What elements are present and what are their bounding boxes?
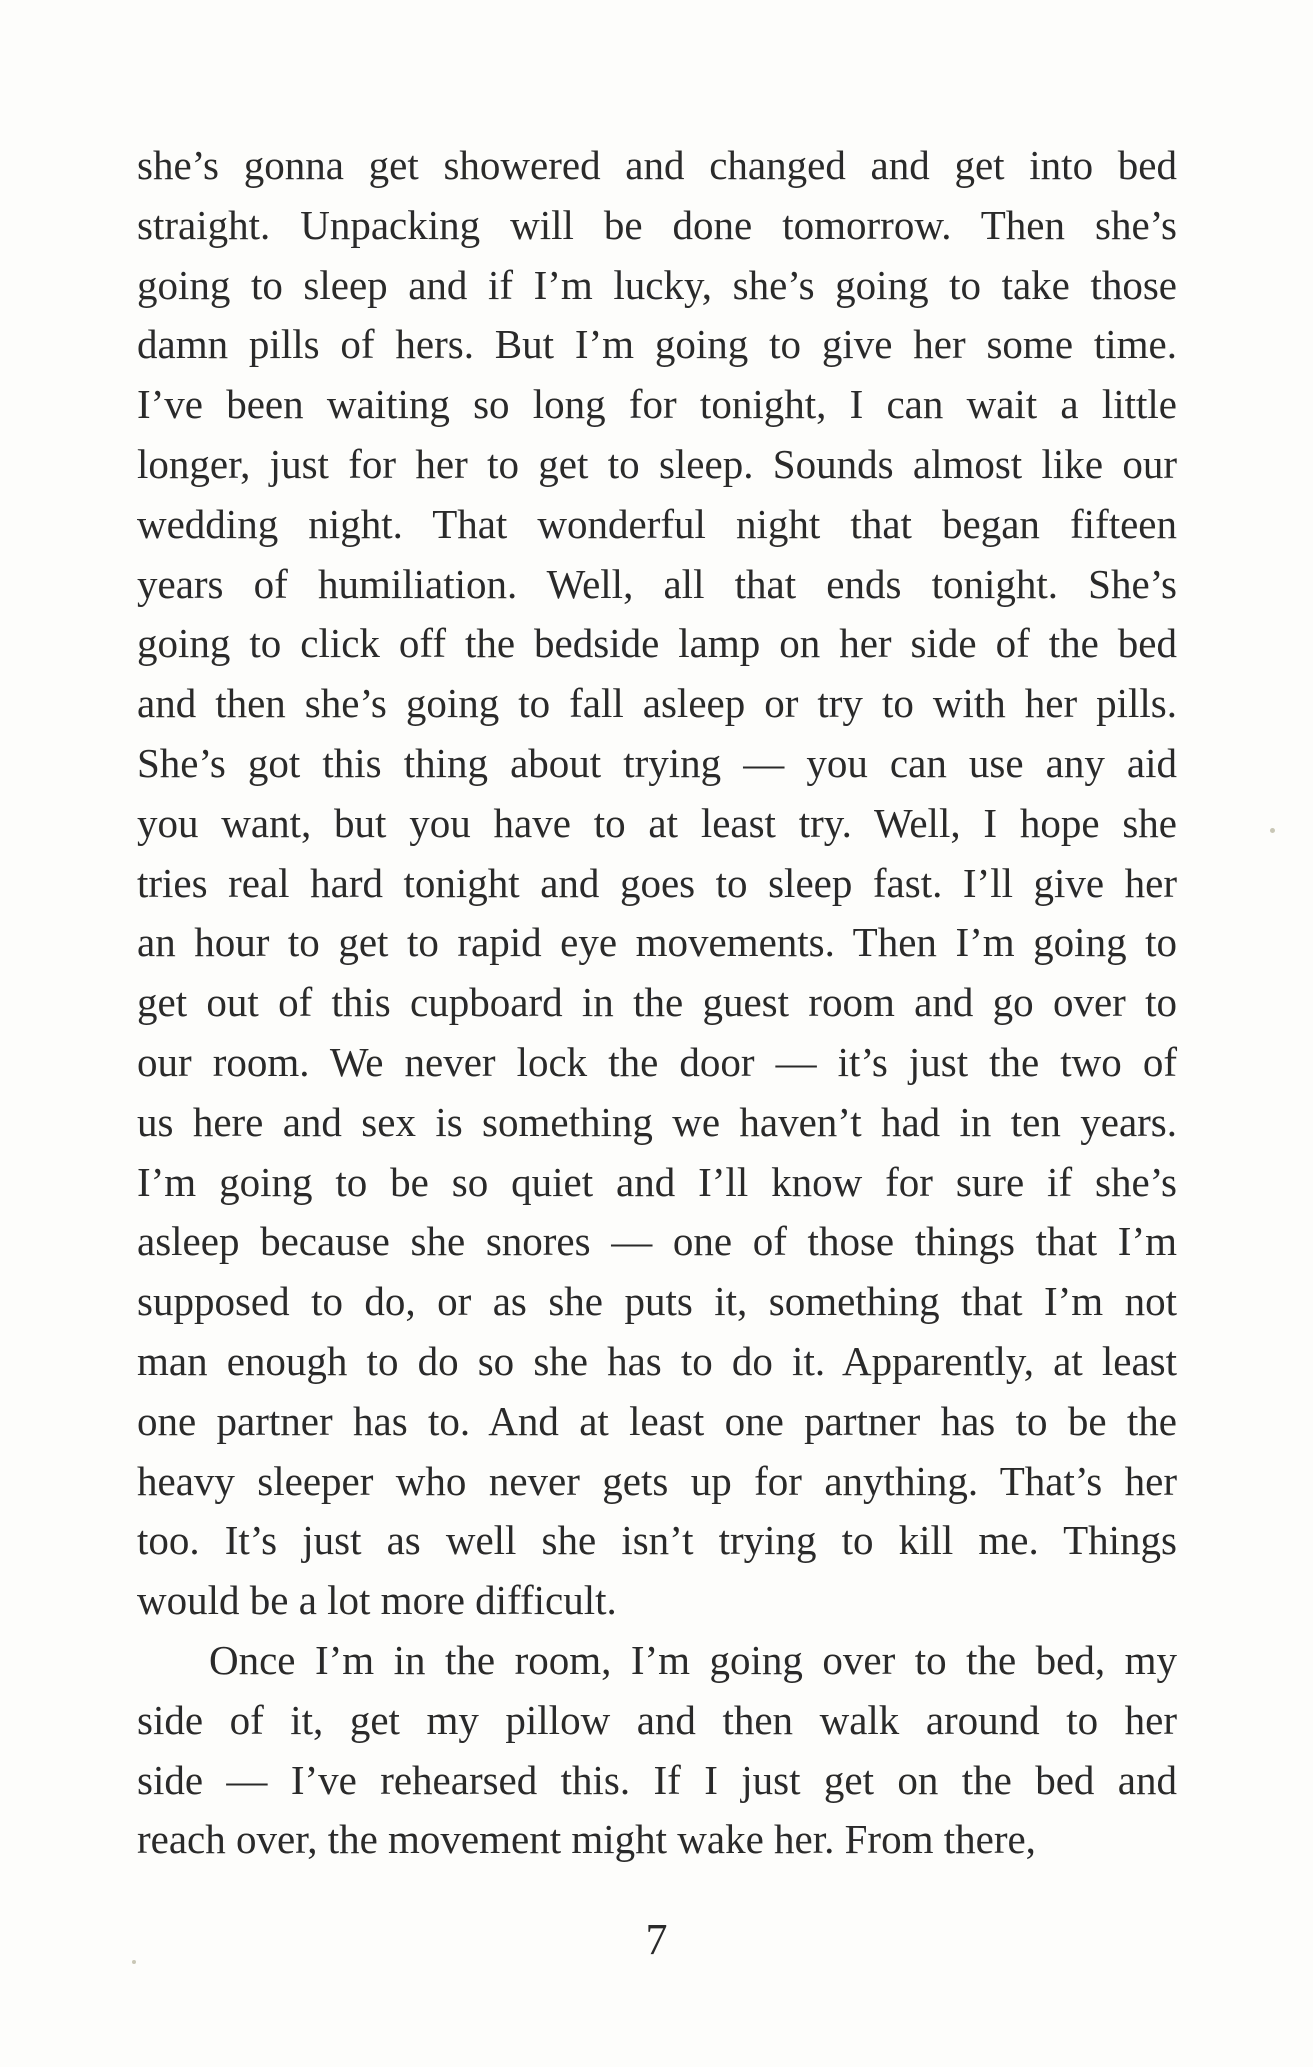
paper-speck bbox=[1270, 828, 1275, 833]
paper-speck bbox=[132, 1960, 136, 1964]
text-line: side of it, get my pillow and then walk around to her bbox=[137, 1696, 1177, 1743]
text-line: an hour to get to rapid eye movements. Then I’m going to bbox=[137, 919, 1177, 966]
text-line: going to sleep and if I’m lucky, she’s going to take those bbox=[137, 261, 1177, 308]
text-line: straight. Unpacking will be done tomorrow. Then she’s bbox=[137, 201, 1177, 248]
text-line: heavy sleeper who never gets up for anything. That’s her bbox=[137, 1457, 1177, 1504]
text-line: Once I’m in the room, I’m going over to the bed, my bbox=[209, 1636, 1177, 1683]
page-number: 7 bbox=[645, 1915, 668, 1964]
text-line: years of humiliation. Well, all that ends tonight. She’s bbox=[137, 560, 1177, 607]
text-line: she’s gonna get showered and changed and get into bed bbox=[137, 142, 1177, 188]
text-line: man enough to do so she has to do it. Apparently, at least bbox=[137, 1337, 1177, 1384]
text-line: She’s got this thing about trying — you can use any aid bbox=[137, 739, 1177, 786]
paragraph bbox=[137, 1631, 1177, 1870]
text-line: longer, just for her to get to sleep. Sounds almost like our bbox=[137, 440, 1177, 487]
text-line: would be a lot more difficult. bbox=[137, 1577, 617, 1624]
text-line: side — I’ve rehearsed this. If I just get on the bed and bbox=[137, 1756, 1177, 1803]
text-line: our room. We never lock the door — it’s just the two of bbox=[137, 1038, 1177, 1085]
text-line: one partner has to. And at least one partner has to be the bbox=[137, 1397, 1177, 1444]
text-line: damn pills of hers. But I’m going to give her some time. bbox=[137, 321, 1177, 368]
text-line: I’m going to be so quiet and I’ll know for sure if she’s bbox=[137, 1158, 1177, 1205]
paragraph bbox=[137, 136, 1177, 1631]
text-line: and then she’s going to fall asleep or try to with her pills. bbox=[137, 680, 1177, 727]
text-line: get out of this cupboard in the guest room and go over to bbox=[137, 979, 1177, 1026]
text-line: asleep because she snores — one of those things that I’m bbox=[137, 1218, 1177, 1265]
text-line: us here and sex is something we haven’t had in ten years. bbox=[137, 1098, 1177, 1145]
text-line: tries real hard tonight and goes to sleep fast. I’ll give her bbox=[137, 859, 1177, 906]
text-line: supposed to do, or as she puts it, something that I’m not bbox=[137, 1278, 1177, 1325]
text-line: going to click off the bedside lamp on her side of the bed bbox=[137, 620, 1177, 667]
text-line: reach over, the movement might wake her. From there, bbox=[137, 1816, 1036, 1863]
text-line: too. It’s just as well she isn’t trying to kill me. Things bbox=[137, 1517, 1177, 1564]
text-line: I’ve been waiting so long for tonight, I can wait a little bbox=[137, 381, 1177, 428]
body-text bbox=[137, 136, 1177, 1870]
text-line: you want, but you have to at least try. Well, I hope she bbox=[137, 799, 1177, 846]
text-line: wedding night. That wonderful night that began fifteen bbox=[137, 500, 1177, 547]
